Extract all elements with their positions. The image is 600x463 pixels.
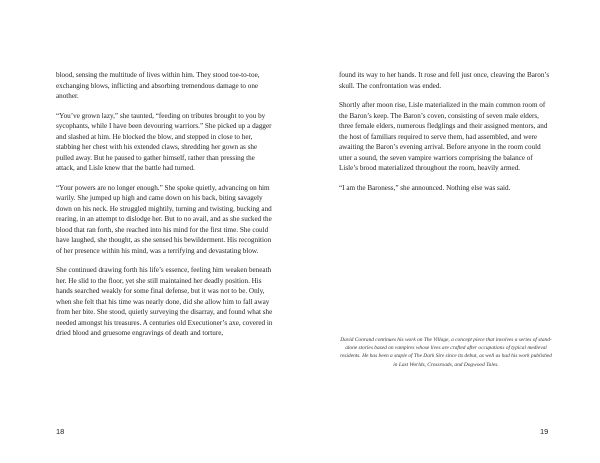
body-paragraph: Shortly after moon rise, Lisle materialized in the main common room of the Baron’s keep. The Baron’s coven, consisting of seven male elders, three female elders, numerous fledglings and their assigned mentors, and the host of familiars required to serve them, had assembled, and were awaiting the Baron’s evening arrival. Before anyone in the room could utter a sound, the seven vampire warriors comprising the balance of Lisle’s brood materialized throughout the room, heavily armed. bbox=[339, 101, 548, 172]
body-paragraph: “Your powers are no longer enough.” She spoke quietly, advancing on him warily. She jumped up high and came down on his back, biting savagely down on his neck. He struggled mightily, turning and twisting, bucking and rearing, in an attempt to dislodge her. But to no avail, and as she sucked the blood that ran forth, she reached into his mind for the first time. She could have laughed, she thought, as she sensed his bewilderment. His recognition of her presence within his mind, was a terrifying and devastating blow. bbox=[56, 183, 272, 255]
body-paragraph: “I am the Baroness,” she announced. Nothing else was said. bbox=[339, 183, 511, 192]
page-number-left: 18 bbox=[56, 427, 65, 436]
left-text-column bbox=[56, 70, 274, 348]
right-text-column bbox=[339, 70, 553, 202]
right-page bbox=[300, 0, 600, 463]
body-paragraph: “You’ve grown lazy,” she taunted, “feeding on tributes brought to you by sycophants, while I have been devouring warriors.” She picked up a dagger and slashed at him. He blocked the blow, and stepped in close to her, stabbing her chest with his extended claws, shredding her gown as she pulled away. But he paused to gather himself, rather than pressing the attack, and Lisle knew that the battle had turned. bbox=[56, 111, 272, 172]
author-note: David Conrand continues his work on The Village, a concept piece that involves a series of stand-alone stories based on vampires whose lives are crafted after occupations of typical medieval residents. He has been a staple of The Dark Sire since its debut, as well as had his work published in Last Worlds, Crossroads, and Dogwood Tales. bbox=[340, 337, 552, 368]
page-number-right: 19 bbox=[540, 427, 549, 436]
body-paragraph: found its way to her hands. It rose and fell just once, cleaving the Baron’s skull. The confrontation was ended. bbox=[339, 71, 550, 90]
body-paragraph: She continued drawing forth his life’s essence, feeling him weaken beneath her. He slid to the floor, yet she still maintained her deadly position. His hands searched weakly for some final defense, but it was not to be. Only, when she felt that his time was nearly done, did she allow him to fall away from her bite. She stood, quietly surveying the disarray, and found what she needed amongst his treasures. A centuries old Executioner’s axe, covered in dried blood and gruesome engravings of death and torture, bbox=[56, 266, 273, 337]
body-paragraph: blood, sensing the multitude of lives within him. They stood toe-to-toe, exchanging blows, inflicting and absorbing tremendous damage to one another. bbox=[56, 71, 260, 100]
